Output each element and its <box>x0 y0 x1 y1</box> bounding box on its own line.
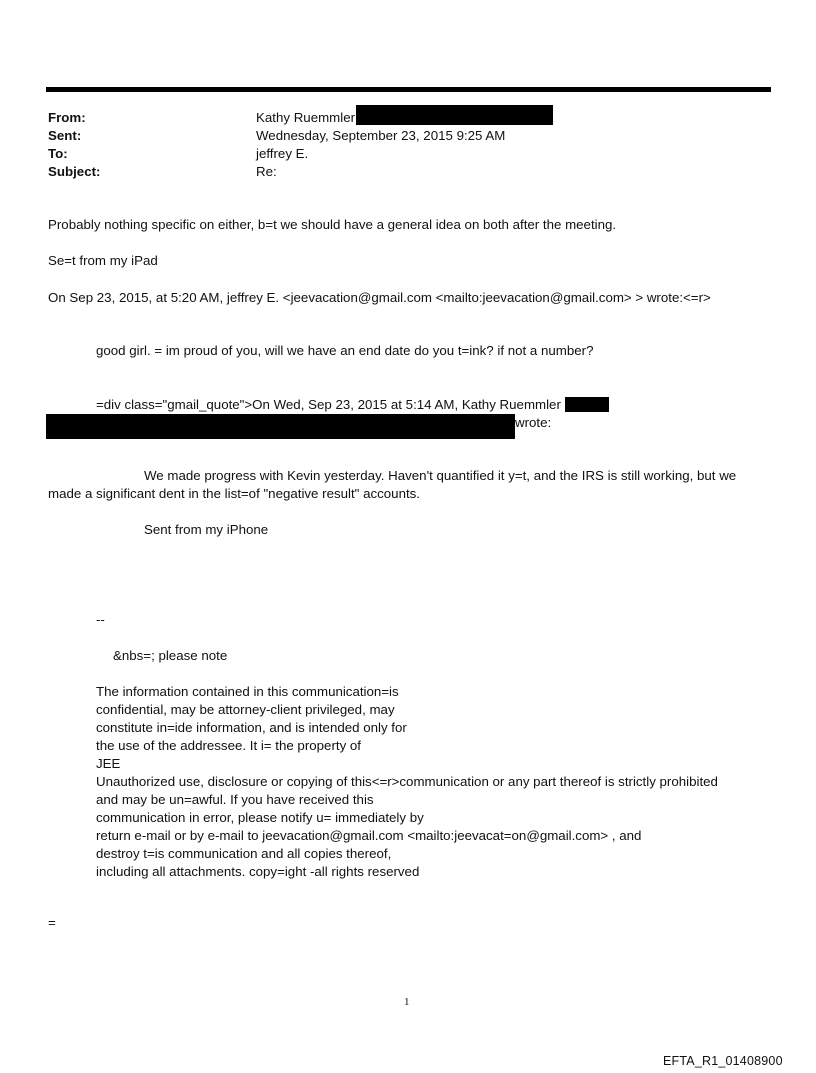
disclaimer-line: destroy t=is communication and all copies thereof, <box>96 846 392 861</box>
from-label: From: <box>48 110 86 125</box>
disclaimer-line: The information contained in this communication=is <box>96 684 399 699</box>
to-label: To: <box>48 146 68 161</box>
kathy-message-line1: We made progress with Kevin yesterday. Haven't quantified it y=t, and the IRS is still working, but we <box>144 468 737 483</box>
disclaimer-line: return e-mail or by e-mail to jeevacation@gmail.com <mailto:jeevacat=on@gmail.com> , and <box>96 828 642 843</box>
disclaimer-line: including all attachments. copy=ight -all rights reserved <box>96 864 420 879</box>
signature-separator: -- <box>96 612 105 627</box>
disclaimer-line: communication in error, please notify u= immediately by <box>96 810 424 825</box>
kathy-message-line2: made a significant dent in the list=of "negative result" accounts. <box>48 486 420 501</box>
page-number: 1 <box>404 996 410 1008</box>
disclaimer-line: constitute in=ide information, and is intended only for <box>96 720 407 735</box>
kathy-signature: Sent from my iPhone <box>144 522 269 537</box>
header-divider <box>46 87 771 92</box>
sent-value: Wednesday, September 23, 2015 9:25 AM <box>256 128 506 143</box>
disclaimer-line: the use of the addressee. It i= the property of <box>96 738 361 753</box>
redaction-nested-email <box>565 397 609 412</box>
reply-signature: Se=t from my iPad <box>48 253 158 268</box>
trailing-equals: = <box>48 915 56 930</box>
reply-text: Probably nothing specific on either, b=t we should have a general idea on both after the meeting. <box>48 217 617 232</box>
quote-intro: On Sep 23, 2015, at 5:20 AM, jeffrey E. <jeevacation@gmail.com <mailto:jeevacation@gmail.com> > wrote:<=r> <box>48 290 711 305</box>
document-id: EFTA_R1_01408900 <box>663 1054 783 1068</box>
disclaimer-line: confidential, may be attorney-client privileged, may <box>96 702 395 717</box>
sent-label: Sent: <box>48 128 82 143</box>
nested-quote-wrote: wrote: <box>515 415 552 430</box>
subject-value: Re: <box>256 164 277 179</box>
nested-quote-intro: =div class="gmail_quote">On Wed, Sep 23, 2015 at 5:14 AM, Kathy Ruemmler <box>96 397 561 412</box>
jeffrey-message: good girl. = im proud of you, will we have an end date do you t=ink? if not a number? <box>96 343 594 358</box>
redaction-from-email <box>356 105 553 125</box>
subject-label: Subject: <box>48 164 101 179</box>
disclaimer-line: Unauthorized use, disclosure or copying of this<=r>communication or any part thereof is strictly prohibited <box>96 774 718 789</box>
to-value: jeffrey E. <box>256 146 309 161</box>
disclaimer-line: JEE <box>96 756 121 771</box>
confidentiality-disclaimer <box>96 683 718 881</box>
redaction-nested-block <box>46 414 515 439</box>
nbsp-note: &nbs=; please note <box>113 648 228 663</box>
from-value: Kathy Ruemmler <box>256 110 356 125</box>
disclaimer-line: and may be un=awful. If you have received this <box>96 792 374 807</box>
